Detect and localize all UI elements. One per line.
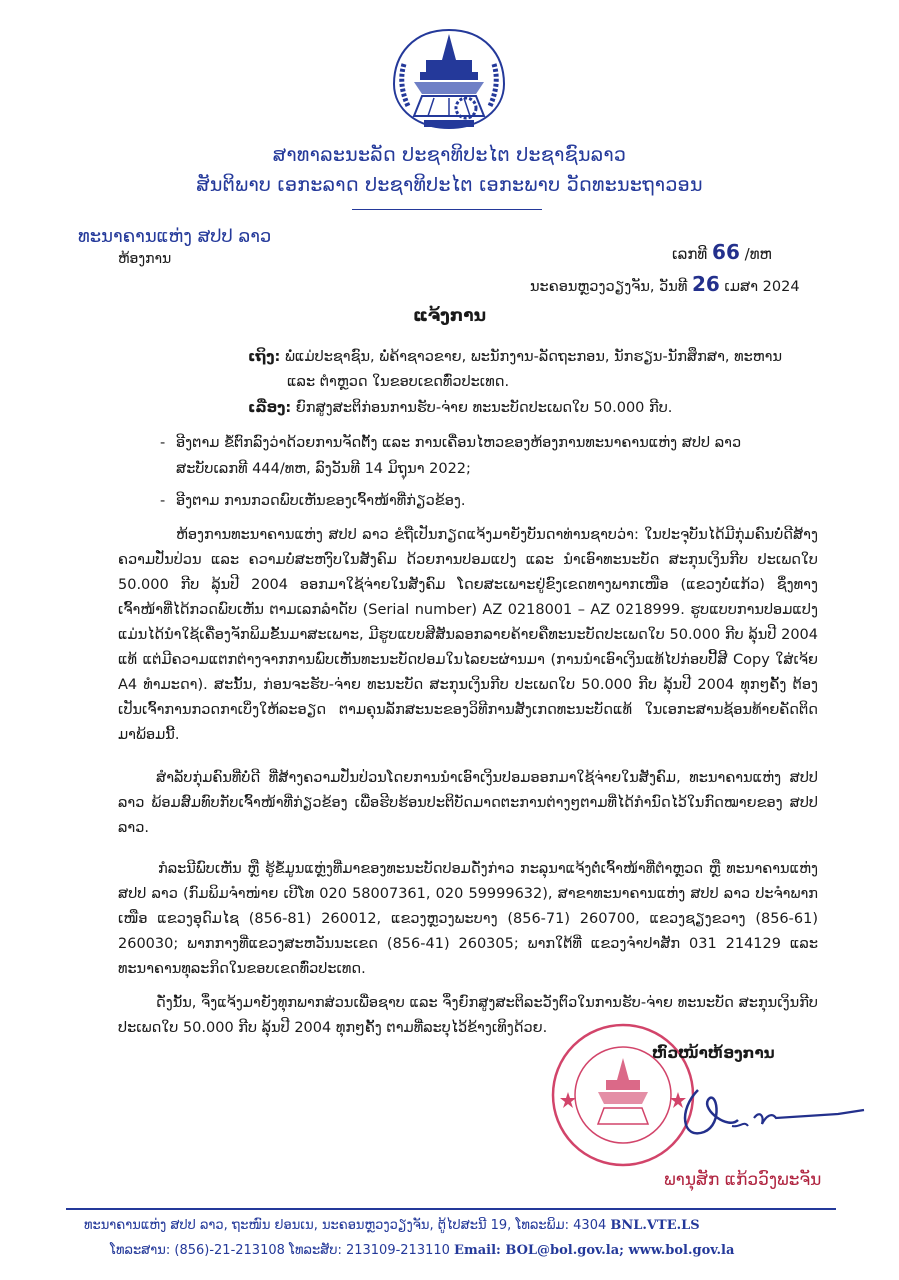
ref-label: ເລກທີ [672,245,708,263]
subject-text: ຍົກສູງສະຕິກ່ອນການຮັບ-ຈ່າຍ ທະນະບັດປະເພດໃບ 50.000 ກີບ. [295,400,673,416]
signatory-title: ຫົວໜ້າຫ້ອງການ [652,1044,775,1062]
national-motto: ສັນຕິພາບ ເອກະລາດ ປະຊາທິປະໄຕ ເອກະພາບ ວັດທະນະຖາວອນ [196,174,703,196]
reference-number [672,240,772,264]
reference-item-2 [160,491,466,511]
subject-line [248,398,672,418]
reference-1-line-2: ສະບັບເລກທີ 444/ທຫ, ລົງວັນທີ 14 ມິຖຸນາ 2022; [176,461,471,477]
reference-2-text: ອີງຕາມ ການກວດພົບເຫັນຂອງເຈົ້າໜ້າທີ່ກ່ຽວຂ້ອງ. [176,493,466,509]
footer-address-line [84,1218,700,1233]
issuer-bank-name: ທະນາຄານແຫ່ງ ສປປ ລາວ [78,226,272,247]
body-paragraph-3: ກໍລະນີພົບເຫັນ ຫຼື ຮູ້ຂໍ້ມູນແຫຼ່ງທີ່ມາຂອງທະນະບັດປອມດັ່ງກ່າວ ກະລຸນາແຈ້ງຕໍ່ເຈົ້າໜ້າທີ່ຕໍາຫຼວດ ຫຼື ທະນາຄານແຫ່ງ ສປປ ລາວ (ກົມພິມຈໍາໜ່າຍ ເບີໂທ 020 58007361, 020 59999632), ສາຂາທະນາຄານແຫ່ງ ສປປ ລາວ ປະຈໍາພາກເໜືອ ແຂວງອຸດົມໄຊ (856-81) 260012, ແຂວງຫຼວງພະບາງ (856-71) 260700, ແຂວງຊຽງຂວາງ (856-61) 260030; ພາກກາງທີ່ແຂວງສະຫວັນນະເຂດ (856-41) 260305; ພາກໃຕ້ທີ່ ແຂວງຈໍາປາສັກ 031 214129 ແລະ ທະນາຄານທຸລະກິດໃນຂອບເຂດທົ່ວປະເທດ. [118,861,818,977]
date-day-handwritten: 26 [691,272,720,296]
footer-address: ທະນາຄານແຫ່ງ ສປປ ລາວ, ຖະໜົນ ຢອນເນ, ນະຄອນຫຼວງວຽງຈັນ, ຕູ້ໄປສະນີ 19, ໂທລະພິມ: 4304 [84,1218,607,1233]
bullet-dash: - [160,435,166,451]
subject-label: ເລື່ອງ: [248,400,292,416]
addressee-text-1: ພໍ່ແມ່ປະຊາຊົນ, ພໍ່ຄ້າຊາວຂາຍ, ພະນັກງານ-ລັດຖະກອນ, ນັກຮຽນ-ນັກສຶກສາ, ທະຫານ [284,349,783,365]
bullet-dash: - [160,493,166,509]
addressee-label: ເຖິງ: [248,349,281,365]
footer-contact-line [110,1243,734,1258]
addressee-line-1 [248,347,782,367]
ref-number-handwritten: 66 [712,240,740,264]
body-paragraph-1: ຫ້ອງການທະນາຄານແຫ່ງ ສປປ ລາວ ຂໍຖືເປັນກຽດແຈ້ງມາຍັງບັນດາທ່ານຊາບວ່າ: ໃນປະຈຸບັນໄດ້ມີກຸ່ມຄົນບໍ່ດີສ້າງຄວາມປັ່ນປ່ວນ ແລະ ຄວາມບໍ່ສະຫງົບໃນສັງຄົມ ດ້ວຍການປອມແປງ ແລະ ນໍາເອົາທະນະບັດ ສະກຸນເງິນກີບ ປະເພດໃບ 50.000 ກີບ ລຸ້ນປີ 2004 ອອກມາໃຊ້ຈ່າຍໃນສັງຄົມ ໂດຍສະເພາະຢູ່ຂົງເຂດທາງພາກເໜືອ (ແຂວງບໍ່ແກ້ວ) ຊຶ່ງທາງເຈົ້າໜ້າທີ່ໄດ້ກວດພົບເຫັນ ຕາມເລກລໍາດັບ (Serial number) AZ 0218001 – AZ 0218999. ຮູບແບບການປອມແປງແມ່ນໄດ້ນໍາໃຊ້ເຄື່ອງຈັກພິມຂັ້ນມາສະເພາະ, ມີຮູບແບບສີສັນລອກລາຍຄ້າຍຄືທະນະບັດປະເພດໃບ 50.000 ກີບ ລຸ້ນປີ 2004 ແທ້ ແຕ່ມີຄວາມແຕກຕ່າງຈາກການພົບເຫັນທະນະບັດປອມໃນໄລຍະຜ່ານມາ (ການນໍາເອົາເງິນແທ້ໄປກ່ອບປີ້ສີ Copy ໃສ່ເຈ້ຍ A4 ທໍາມະດາ). ສະນັ້ນ, ກ່ອນຈະຮັບ-ຈ່າຍ ທະນະບັດ ສະກຸນເງິນກີບ ປະເພດໃບ 50.000 ກີບ ລຸ້ນປີ 2004 ທຸກໆຄັ້ງ ຕ້ອງເປັນເຈົ້າການກວດກາເບິ່ງໃຫ້ລະອຽດ ຕາມຄຸນລັກສະນະຂອງວິທີການສັງເກດທະນະບັດແທ້ ໃນເອກະສານຊ້ອນທ້າຍຄັດຕິດມາພ້ອມນີ້. [118,527,818,743]
body-paragraph-4: ດັ່ງນັ້ນ, ຈຶ່ງແຈ້ງມາຍັງທຸກພາກສ່ວນເພື່ອຊາບ ແລະ ຈຶ່ງຍົກສູງສະຕິລະວັງຕົວໃນການຮັບ-ຈ່າຍ ທະນະບັດ ສະກຸນເງິນກີບ ປະເພດໃບ 50.000 ກີບ ລຸ້ນປີ 2004 ທຸກໆຄັ້ງ ຕາມທີ່ລະບຸໄວ້ຂ້າງເທິງດ້ວຍ. [118,995,818,1036]
reference-item-1 [160,433,741,453]
republic-name: ສາທາລະນະລັດ ປະຊາທິປະໄຕ ປະຊາຊົນລາວ [272,144,627,166]
issuer-office: ຫ້ອງການ [118,251,172,267]
reference-1-line-1: ອີງຕາມ ຂໍ້ຕົກລົງວ່າດ້ວຍການຈັດຕັ້ງ ແລະ ການເຄື່ອນໄຫວຂອງຫ້ອງການທະນາຄານແຫ່ງ ສປປ ລາວ [176,435,742,451]
issue-date [530,272,800,296]
footer-divider [66,1208,836,1210]
addressee-line-2: ແລະ ຕໍາຫຼວດ ໃນຂອບເຂດທົ່ວປະເທດ. [287,374,510,390]
date-prefix: ນະຄອນຫຼວງວຽງຈັນ, ວັນທີ [530,279,688,295]
date-rest: ເມສາ 2024 [724,279,800,295]
footer-phone-fax: ໂທລະສານ: (856)-21-213108 ໂທລະສັບ: 213109-213110 [110,1243,450,1258]
signatory-name: ພານຸສັກ ແກ້ວວົງພະຈັນ [664,1170,822,1190]
footer-telex-code: BNL.VTE.LS [610,1218,700,1233]
national-emblem [384,24,514,136]
ref-suffix: /ທຫ [744,245,772,263]
handwritten-signature [668,1070,868,1150]
document-title: ແຈ້ງການ [412,306,487,326]
footer-email-web: Email: BOL@bol.gov.la; www.bol.gov.la [454,1243,735,1258]
header-divider [352,209,542,210]
body-paragraph-2: ສໍາລັບກຸ່ມຄົນທີ່ບໍ່ດີ ທີ່ສ້າງຄວາມປັ່ນປ່ວນໂດຍການນໍາເອົາເງິນປອມອອກມາໃຊ້ຈ່າຍໃນສັງຄົມ, ທະນາຄານແຫ່ງ ສປປ ລາວ ພ້ອມສົມທົບກັບເຈົ້າໜ້າທີ່ກ່ຽວຂ້ອງ ເພື່ອຮີບຮ້ອນປະຕິບັດມາດຕະການຕ່າງໆຕາມທີ່ໄດ້ກໍານົດໄວ້ໃນກົດໝາຍຂອງ ສປປ ລາວ. [118,770,818,836]
